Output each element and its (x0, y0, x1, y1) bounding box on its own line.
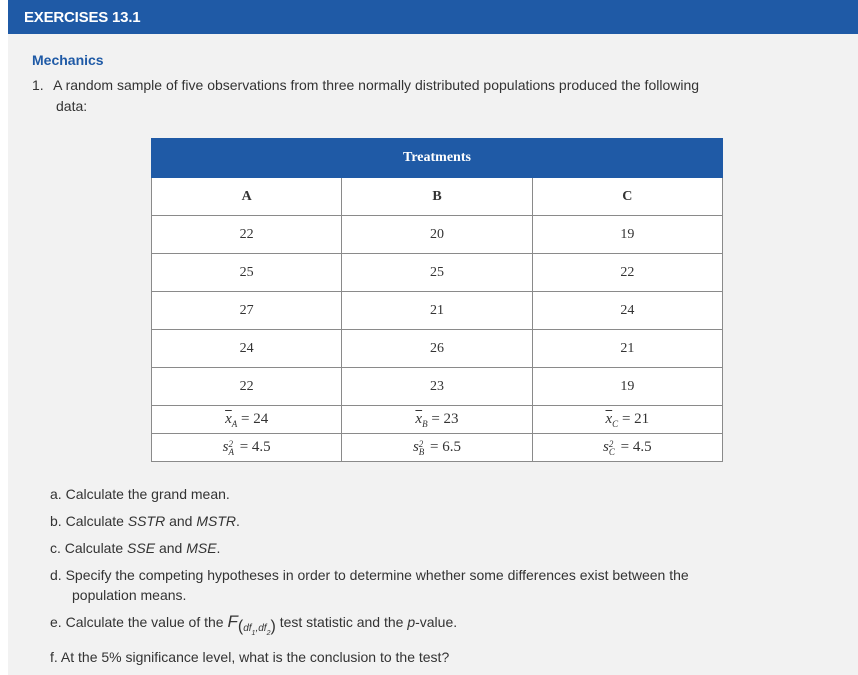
term-sse: SSE (127, 540, 156, 556)
table-cell: 22 (152, 216, 342, 254)
table-row (152, 292, 723, 330)
table-cell: 21 (342, 292, 532, 330)
table-cell: 22 (532, 254, 722, 292)
part-label: a. (50, 486, 62, 502)
variance-a (152, 434, 342, 462)
table-row (152, 330, 723, 368)
part-label: c. (50, 540, 61, 556)
mean-a (152, 406, 342, 434)
mean-subscript: B (422, 418, 428, 429)
df2: df (258, 623, 267, 634)
term-sstr: SSTR (127, 513, 166, 529)
mean-subscript: C (612, 418, 619, 429)
mean-subscript: A (231, 418, 238, 429)
part-text: . (216, 540, 221, 556)
variance-value: = 4.5 (239, 439, 271, 455)
section-title: Mechanics (32, 52, 104, 68)
part-text: . (236, 513, 240, 529)
table-cell: 25 (152, 254, 342, 292)
mean-b (342, 406, 532, 434)
part-label: e. (50, 614, 62, 630)
column-header-a: A (152, 178, 342, 216)
table-row (152, 216, 723, 254)
mean-symbol: $\overline{x}$ (225, 410, 232, 427)
variance-value: = 6.5 (430, 439, 462, 455)
table-cell: 22 (152, 368, 342, 406)
part-text: -value. (415, 614, 458, 630)
means-row (152, 406, 723, 434)
part-f (50, 647, 830, 667)
variance-superscript: 2 (228, 438, 233, 449)
variance-symbol: s (603, 439, 609, 455)
df2-subscript: 2 (266, 629, 271, 637)
table-cell: 24 (152, 330, 342, 368)
part-text: Calculate the grand mean. (65, 486, 230, 502)
df1: df (243, 623, 252, 634)
variance-c (532, 434, 722, 462)
table-cell: 25 (342, 254, 532, 292)
table-cell: 23 (342, 368, 532, 406)
table-row (152, 254, 723, 292)
part-e: e. Calculate the value of the $F(_{df1,df2})$ test statistic and the p-value. (50, 612, 458, 637)
part-label: d. (50, 567, 62, 583)
variance-subscript: B (418, 446, 425, 457)
part-label: f. (50, 648, 58, 665)
column-header-c: C (532, 178, 722, 216)
table-cell: 24 (532, 292, 722, 330)
part-a (50, 484, 830, 504)
term-mse: MSE (186, 540, 217, 556)
variance-superscript: 2 (418, 438, 424, 449)
problem-1 (32, 75, 858, 117)
term-p: p (407, 614, 416, 630)
table-cell: 21 (532, 330, 722, 368)
mechanics-section (8, 34, 858, 117)
part-c (50, 538, 830, 558)
f-statistic: F (227, 612, 238, 631)
part-text: At the 5% significance level, what is the conclusion to the test? (60, 648, 450, 665)
part-text: Calculate the value of the (65, 614, 228, 630)
variance-b (342, 434, 532, 462)
column-header-b: B (342, 178, 532, 216)
part-b (50, 511, 830, 531)
variance-value: = 4.5 (620, 439, 652, 455)
part-d (50, 565, 830, 605)
part-text: Specify the competing hypotheses in order to determine whether some differences exist between the (65, 567, 689, 583)
problem-text-line1: A random sample of five observations from three normally distributed populations produced the following (53, 77, 700, 93)
mean-symbol: $\overline{x}$ (605, 410, 613, 427)
variance-symbol: s (412, 439, 419, 455)
mean-symbol: $\overline{x}$ (415, 410, 423, 427)
table-cell: 19 (532, 368, 722, 406)
variance-symbol: s (222, 439, 229, 455)
mean-value: = 23 (431, 410, 459, 427)
term-mstr: MSTR (196, 513, 236, 529)
treatments-header: Treatments (152, 139, 723, 178)
variance-subscript: C (608, 446, 615, 457)
table-cell: 20 (342, 216, 532, 254)
question-parts (50, 484, 830, 674)
exercise-header (8, 0, 858, 34)
table-cell: 19 (532, 216, 722, 254)
part-text: Calculate (65, 513, 128, 529)
variances-row (152, 434, 723, 462)
table-cell: 26 (342, 330, 532, 368)
part-text: and (155, 540, 187, 556)
part-text: and (165, 513, 197, 529)
variance-subscript: A (228, 446, 234, 457)
problem-number: 1. (32, 77, 44, 93)
df1-subscript: 1 (251, 629, 256, 637)
mean-value: = 24 (241, 410, 269, 427)
table-row (152, 368, 723, 406)
table-cell: 27 (152, 292, 342, 330)
treatments-table (151, 138, 723, 462)
problem-text-line2: data: (56, 98, 88, 114)
mean-value: = 21 (621, 410, 650, 427)
mean-c (532, 406, 722, 434)
part-text: test statistic and the (279, 614, 408, 630)
part-label: b. (50, 513, 62, 529)
part-text-cont: population means. (72, 587, 187, 603)
part-text: Calculate (64, 540, 128, 556)
exercise-title: EXERCISES 13.1 (24, 8, 141, 26)
variance-superscript: 2 (608, 438, 614, 449)
